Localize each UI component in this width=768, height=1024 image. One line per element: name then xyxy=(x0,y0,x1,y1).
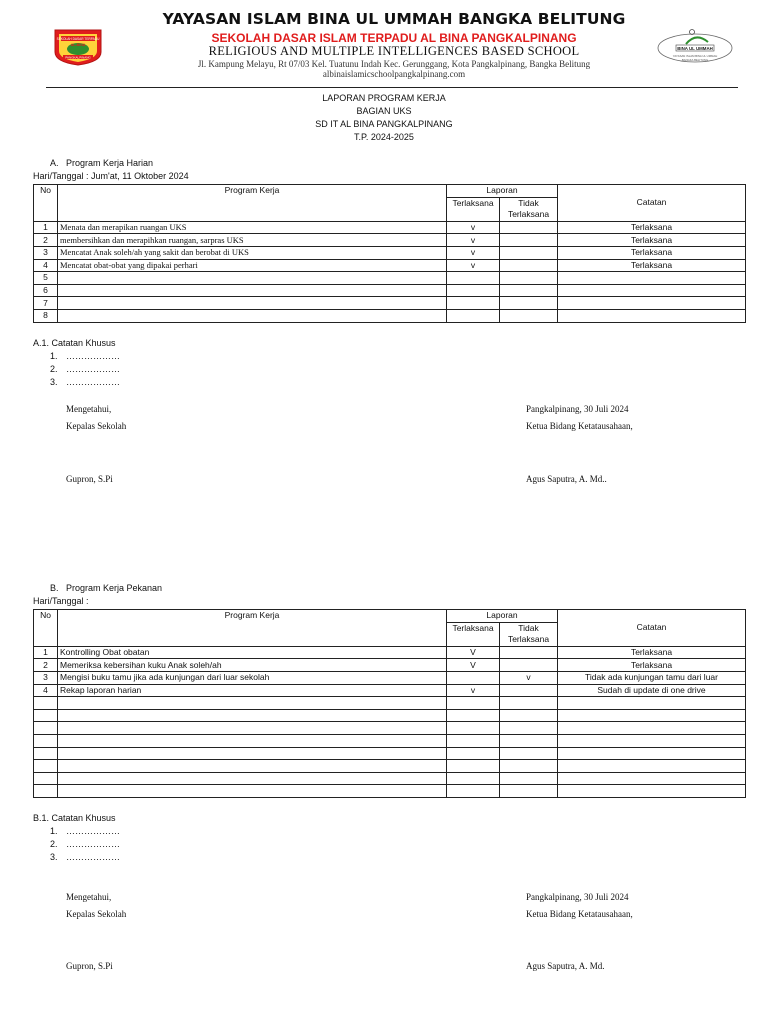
note-text: ……………… xyxy=(66,839,120,849)
col-header-no: No xyxy=(34,185,58,222)
col-header-tidak: Tidak xyxy=(500,622,558,634)
row-catatan xyxy=(558,309,746,322)
row-number xyxy=(34,772,58,785)
sign-a-right-name: Agus Saputra, A. Md.. xyxy=(526,474,607,484)
table-row xyxy=(34,709,746,722)
sign-a-left-line1: Mengetahui, xyxy=(66,404,112,414)
row-program: membersihkan dan merapihkan ruangan, sarpras UKS xyxy=(58,234,447,247)
section-b-date: Hari/Tanggal : xyxy=(33,596,89,606)
row-terlaksana xyxy=(447,697,500,710)
row-number xyxy=(34,722,58,735)
row-catatan: Terlaksana xyxy=(558,221,746,234)
row-tidak-terlaksana xyxy=(500,272,558,285)
row-program: Mengisi buku tamu jika ada kunjungan dari luar sekolah xyxy=(58,671,447,684)
note-number: 2. xyxy=(50,839,58,849)
row-terlaksana xyxy=(447,722,500,735)
school-tagline: RELIGIOUS AND MULTIPLE INTELLIGENCES BASED SCHOOL xyxy=(208,44,580,58)
row-catatan xyxy=(558,709,746,722)
row-catatan xyxy=(558,734,746,747)
col-header-tidak-terlaksana: Terlaksana xyxy=(500,634,558,646)
row-tidak-terlaksana xyxy=(500,284,558,297)
table-row xyxy=(34,684,746,697)
row-number xyxy=(34,760,58,773)
sign-a-right-line1: Pangkalpinang, 30 Juli 2024 xyxy=(526,404,629,414)
table-row xyxy=(34,259,746,272)
row-catatan xyxy=(558,297,746,310)
row-catatan: Sudah di update di one drive xyxy=(558,684,746,697)
row-program xyxy=(58,297,447,310)
row-number: 2 xyxy=(34,234,58,247)
row-number xyxy=(34,734,58,747)
note-number: 3. xyxy=(50,377,58,387)
note-number: 2. xyxy=(50,364,58,374)
row-terlaksana xyxy=(447,297,500,310)
row-terlaksana: v xyxy=(447,684,500,697)
row-program: Menata dan merapikan ruangan UKS xyxy=(58,221,447,234)
table-row xyxy=(34,760,746,773)
daily-program-table xyxy=(33,184,746,323)
note-number: 1. xyxy=(50,826,58,836)
section-a-heading: Program Kerja Harian xyxy=(66,158,154,168)
table-row xyxy=(34,246,746,259)
row-number xyxy=(34,785,58,798)
col-header-terlaksana: Terlaksana xyxy=(447,197,500,221)
col-header-program: Program Kerja xyxy=(58,610,447,647)
svg-text:BINA UL UMMAH: BINA UL UMMAH xyxy=(677,46,713,51)
svg-text:PANGKALPINANG: PANGKALPINANG xyxy=(65,55,91,60)
row-program xyxy=(58,734,447,747)
row-tidak-terlaksana xyxy=(500,246,558,259)
row-program xyxy=(58,722,447,735)
row-program xyxy=(58,760,447,773)
table-row xyxy=(34,785,746,798)
row-program xyxy=(58,284,447,297)
note-number: 1. xyxy=(50,351,58,361)
row-tidak-terlaksana xyxy=(500,659,558,672)
row-number: 1 xyxy=(34,646,58,659)
sign-b-right-name: Agus Saputra, A. Md. xyxy=(526,961,605,971)
row-number: 3 xyxy=(34,246,58,259)
row-tidak-terlaksana xyxy=(500,646,558,659)
foundation-logo-right xyxy=(656,26,734,70)
row-tidak-terlaksana xyxy=(500,297,558,310)
row-program xyxy=(58,785,447,798)
table-row xyxy=(34,747,746,760)
col-header-tidak-terlaksana: Terlaksana xyxy=(500,209,558,221)
row-program: Rekap laporan harian xyxy=(58,684,447,697)
row-number: 6 xyxy=(34,284,58,297)
row-number xyxy=(34,747,58,760)
section-a-letter: A. xyxy=(50,158,59,168)
school-address: Jl. Kampung Melayu, Rt 07/03 Kel. Tuatunu Indah Kec. Gerunggang, Kota Pangkalpinang, Bangka Belitung xyxy=(197,59,591,69)
col-header-laporan: Laporan xyxy=(447,610,558,623)
row-number: 2 xyxy=(34,659,58,672)
row-tidak-terlaksana: v xyxy=(500,671,558,684)
col-header-tidak: Tidak xyxy=(500,197,558,209)
row-catatan: Tidak ada kunjungan tamu dari luar xyxy=(558,671,746,684)
table-row xyxy=(34,234,746,247)
weekly-program-table xyxy=(33,609,746,798)
school-website: albinaislamicschoolpangkalpinang.com xyxy=(322,69,466,79)
row-terlaksana xyxy=(447,785,500,798)
section-b-letter: B. xyxy=(50,583,59,593)
row-program xyxy=(58,772,447,785)
col-header-catatan: Catatan xyxy=(558,610,746,647)
row-catatan: Terlaksana xyxy=(558,646,746,659)
doc-title-line3: SD IT AL BINA PANGKALPINANG xyxy=(315,119,453,129)
row-program: Kontrolling Obat obatan xyxy=(58,646,447,659)
note-text: ……………… xyxy=(66,826,120,836)
table-row xyxy=(34,734,746,747)
row-tidak-terlaksana xyxy=(500,722,558,735)
row-program: Mencatat Anak soleh/ah yang sakit dan berobat di UKS xyxy=(58,246,447,259)
row-terlaksana xyxy=(447,747,500,760)
note-text: ……………… xyxy=(66,351,120,361)
table-row xyxy=(34,697,746,710)
row-program xyxy=(58,272,447,285)
table-row xyxy=(34,309,746,322)
note-text: ……………… xyxy=(66,364,120,374)
section-b-notes-title: B.1. Catatan Khusus xyxy=(33,813,116,823)
row-catatan: Terlaksana xyxy=(558,246,746,259)
header-divider xyxy=(46,87,738,88)
sign-b-left-line1: Mengetahui, xyxy=(66,892,112,902)
row-number: 8 xyxy=(34,309,58,322)
col-header-laporan: Laporan xyxy=(447,185,558,198)
row-number: 4 xyxy=(34,259,58,272)
row-tidak-terlaksana xyxy=(500,684,558,697)
row-program xyxy=(58,697,447,710)
svg-text:SEKOLAH DASAR TERPADU: SEKOLAH DASAR TERPADU xyxy=(56,37,100,41)
row-terlaksana: v xyxy=(447,259,500,272)
sign-a-left-name: Gupron, S.Pi xyxy=(66,474,113,484)
row-catatan: Terlaksana xyxy=(558,659,746,672)
row-number: 3 xyxy=(34,671,58,684)
row-catatan: Terlaksana xyxy=(558,234,746,247)
row-terlaksana: v xyxy=(447,234,500,247)
sign-a-left-line2: Kepalas Sekolah xyxy=(66,421,127,431)
table-row xyxy=(34,297,746,310)
row-tidak-terlaksana xyxy=(500,234,558,247)
table-row xyxy=(34,646,746,659)
foundation-name: YAYASAN ISLAM BINA UL UMMAH BANGKA BELITUNG xyxy=(162,10,626,28)
doc-title-line4: T.P. 2024-2025 xyxy=(354,132,414,142)
table-row xyxy=(34,221,746,234)
section-b-heading: Program Kerja Pekanan xyxy=(66,583,163,593)
sign-b-right-line2: Ketua Bidang Ketatausahaan, xyxy=(526,909,633,919)
svg-text:BANGKA BELITUNG: BANGKA BELITUNG xyxy=(681,58,709,62)
section-a-notes-title: A.1. Catatan Khusus xyxy=(33,338,116,348)
row-tidak-terlaksana xyxy=(500,760,558,773)
row-tidak-terlaksana xyxy=(500,309,558,322)
table-row xyxy=(34,722,746,735)
note-text: ……………… xyxy=(66,377,120,387)
row-program xyxy=(58,309,447,322)
table-row xyxy=(34,772,746,785)
sign-b-left-name: Gupron, S.Pi xyxy=(66,961,113,971)
note-text: ……………… xyxy=(66,852,120,862)
sign-b-left-line2: Kepalas Sekolah xyxy=(66,909,127,919)
sign-b-right-line1: Pangkalpinang, 30 Juli 2024 xyxy=(526,892,629,902)
row-catatan xyxy=(558,760,746,773)
row-catatan xyxy=(558,284,746,297)
row-catatan: Terlaksana xyxy=(558,259,746,272)
table-row xyxy=(34,272,746,285)
school-name: SEKOLAH DASAR ISLAM TERPADU AL BINA PANGKALPINANG xyxy=(211,31,577,45)
table-row xyxy=(34,284,746,297)
row-terlaksana: v xyxy=(447,246,500,259)
row-catatan xyxy=(558,785,746,798)
section-a-date: Hari/Tanggal : Jum'at, 11 Oktober 2024 xyxy=(33,171,189,181)
doc-title-line2: BAGIAN UKS xyxy=(356,106,412,116)
row-tidak-terlaksana xyxy=(500,697,558,710)
table-row xyxy=(34,659,746,672)
school-shield-logo xyxy=(53,28,103,66)
svg-text:AL-BINA: AL-BINA xyxy=(70,43,86,47)
row-program xyxy=(58,747,447,760)
row-terlaksana xyxy=(447,671,500,684)
row-number xyxy=(34,709,58,722)
row-tidak-terlaksana xyxy=(500,785,558,798)
row-tidak-terlaksana xyxy=(500,772,558,785)
row-catatan xyxy=(558,722,746,735)
note-number: 3. xyxy=(50,852,58,862)
row-terlaksana xyxy=(447,760,500,773)
row-number: 7 xyxy=(34,297,58,310)
row-tidak-terlaksana xyxy=(500,734,558,747)
doc-title-line1: LAPORAN PROGRAM KERJA xyxy=(322,93,446,103)
row-terlaksana xyxy=(447,309,500,322)
col-header-no: No xyxy=(34,610,58,647)
row-terlaksana xyxy=(447,734,500,747)
school-logo-left xyxy=(53,28,103,66)
row-terlaksana xyxy=(447,284,500,297)
row-program: Memeriksa kebersihan kuku Anak soleh/ah xyxy=(58,659,447,672)
row-catatan xyxy=(558,697,746,710)
row-catatan xyxy=(558,747,746,760)
row-terlaksana: V xyxy=(447,659,500,672)
row-tidak-terlaksana xyxy=(500,747,558,760)
row-number: 4 xyxy=(34,684,58,697)
row-terlaksana: V xyxy=(447,646,500,659)
row-terlaksana xyxy=(447,709,500,722)
svg-text:YAYASAN ISLAM BINA UL UMMAH: YAYASAN ISLAM BINA UL UMMAH xyxy=(672,54,718,58)
row-tidak-terlaksana xyxy=(500,709,558,722)
row-terlaksana xyxy=(447,772,500,785)
row-number: 1 xyxy=(34,221,58,234)
row-terlaksana: v xyxy=(447,221,500,234)
row-tidak-terlaksana xyxy=(500,259,558,272)
row-catatan xyxy=(558,772,746,785)
col-header-program: Program Kerja xyxy=(58,185,447,222)
row-number xyxy=(34,697,58,710)
row-tidak-terlaksana xyxy=(500,221,558,234)
row-terlaksana xyxy=(447,272,500,285)
foundation-logo xyxy=(656,26,734,70)
row-program: Mencatat obat-obat yang dipakai perhari xyxy=(58,259,447,272)
row-program xyxy=(58,709,447,722)
table-row xyxy=(34,671,746,684)
sign-a-right-line2: Ketua Bidang Ketatausahaan, xyxy=(526,421,633,431)
row-number: 5 xyxy=(34,272,58,285)
col-header-catatan: Catatan xyxy=(558,185,746,222)
col-header-terlaksana: Terlaksana xyxy=(447,622,500,646)
row-catatan xyxy=(558,272,746,285)
